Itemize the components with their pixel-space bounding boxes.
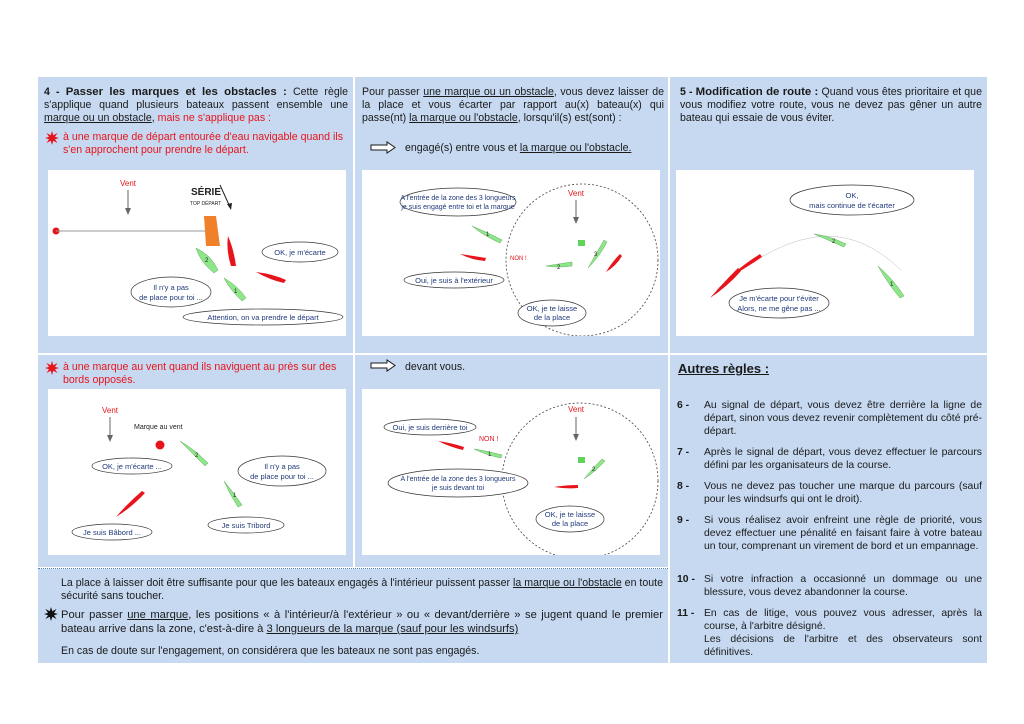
svg-text:1: 1 xyxy=(486,232,490,238)
bottom-p2: Pour passer une marque, les positions « à l'intérieur/à l'extérieur » ou « devant/derrière » se jugent quand le premier bateau arrive dans la zone, c'est-à-dire à 3 longueurs de la marque (sauf pour les windsurfs) xyxy=(61,609,663,635)
section4-intro-text: Cette règle s'applique quand plusieurs bateaux passent ensemble une xyxy=(44,86,348,111)
bubble-laisse-place: OK, je te laisse xyxy=(544,510,596,519)
svg-text:1: 1 xyxy=(488,452,492,458)
boat-red-1 xyxy=(438,441,464,450)
bubble-pas-de-place: Il n'y a pas xyxy=(264,462,300,471)
svg-text:je suis engagé entre toi et la: je suis engagé entre toi et la marque xyxy=(401,204,515,211)
boat-red-2 xyxy=(606,254,622,272)
bottom-dotted-border xyxy=(38,568,668,569)
serie-label: SÉRIE xyxy=(191,187,222,198)
svg-text:de la place: de la place xyxy=(533,313,571,322)
svg-text:je suis devant toi: je suis devant toi xyxy=(431,485,485,492)
rule-8: 8 - Vous ne devez pas toucher une marque du parcours (sauf pour les windsurfs qui ont le droit). xyxy=(677,481,982,505)
bubble-ok-ecarte: OK, je m'écarte xyxy=(274,248,326,257)
middle-intro-text3: , lorsqu'il(s) est(sont) : xyxy=(517,112,622,124)
bubble-ok-continue: OK, xyxy=(845,191,859,200)
svg-text:de place pour toi ...: de place pour toi ... xyxy=(250,472,314,481)
svg-text:2: 2 xyxy=(205,258,209,264)
bottom-p1-link: la marque ou l'obstacle xyxy=(513,577,622,589)
non-label: NON ! xyxy=(510,256,527,262)
bubble-laisse-place: OK, je te laisse xyxy=(526,304,578,313)
section4-title: Passer les marques et les obstacles : xyxy=(65,86,287,98)
section4-intro xyxy=(44,86,348,125)
bubble-derriere: Oui, je suis derrière toi xyxy=(392,423,468,432)
middle-intro-link: une marque ou un obstacle xyxy=(423,86,554,98)
svg-text:1: 1 xyxy=(233,493,237,499)
middle-case1-text: engagé(s) entre vous et xyxy=(405,142,520,154)
bubble-tribord: Je suis Tribord xyxy=(221,521,271,530)
section4-case1: à une marque de départ entourée d'eau navigable quand ils s'en approchent pour prendre le départ. xyxy=(63,131,344,156)
svg-text:2: 2 xyxy=(557,265,561,271)
autres-title: Autres règles : xyxy=(678,361,770,376)
section5-body: Quand vous êtes prioritaire et que vous modifiez votre route, vous ne devez pas gêner un autre bateau qui essaie de vous éviter. xyxy=(680,86,982,124)
bubble-entree-zone: A l'entrée de la zone des 3 longueurs xyxy=(400,476,516,483)
svg-text:mais continue de t'écarter: mais continue de t'écarter xyxy=(809,201,895,210)
svg-text:1: 1 xyxy=(234,289,238,295)
diagram-modification-route xyxy=(676,170,974,336)
arrow-right-icon xyxy=(370,359,396,372)
wind-arrow-icon xyxy=(573,217,579,224)
rule-11: 11 - En cas de litige, vous pouvez vous adresser, après la course, à l'arbitre désigné. Les décisions de l'arbitre et des observateurs sont définitives. xyxy=(677,608,982,658)
boat-green-2 xyxy=(180,441,208,466)
wind-arrow-icon xyxy=(573,434,579,441)
section4-intro-link: marque ou un obstacle xyxy=(44,112,152,124)
boat-red-2 xyxy=(554,485,578,488)
wind-label: Vent xyxy=(568,189,585,198)
wind-arrow-icon xyxy=(125,208,131,215)
section4-intro-red: mais ne s'applique pas : xyxy=(157,112,271,124)
marque-au-vent-label: Marque au vent xyxy=(134,424,183,431)
diagram-start-mark xyxy=(48,170,346,336)
mark-flag-icon xyxy=(578,457,585,463)
rule-7: 7 - Après le signal de départ, vous devez effectuer le parcours défini par les organisateurs de la course. xyxy=(677,447,982,471)
boat-green-3 xyxy=(588,240,607,268)
svg-text:2: 2 xyxy=(195,453,199,459)
section5-text xyxy=(680,86,982,125)
section4-case2: à une marque au vent quand ils naviguent au près sur des bords opposés. xyxy=(63,361,337,386)
mark-flag-icon xyxy=(578,240,585,246)
bottom-p2-link2: 3 longueurs de la marque (sauf pour les windsurfs) xyxy=(266,623,519,635)
rule-10: 10 - Si votre infraction a occasionné un dommage ou une blessure, vous devez abandonner la course. xyxy=(677,574,982,598)
middle-case1 xyxy=(405,142,665,155)
rule-9: 9 - Si vous réalisez avoir enfreint une règle de priorité, vous devez effectuer une pénalité en faisant faire à votre bateau un tour, comprenant un virement de bord et un empannage. xyxy=(677,515,982,552)
boat-red-2 xyxy=(728,254,762,278)
bubble-attention: Attention, on va prendre le départ xyxy=(207,313,319,322)
svg-text:2: 2 xyxy=(832,239,836,245)
bubble-ok-ecarte: OK, je m'écarte ... xyxy=(102,462,162,471)
boat-red-1 xyxy=(227,236,236,266)
svg-text:Il n'y a pas: Il n'y a pas xyxy=(153,283,189,292)
boat-red-3 xyxy=(256,272,286,283)
wind-arrow-icon xyxy=(107,435,113,442)
diagram-devant xyxy=(362,389,660,555)
start-buoy-icon xyxy=(204,216,220,246)
rule-11-extra: Les décisions de l'arbitre et des observateurs sont définitives. xyxy=(704,634,982,658)
middle-intro xyxy=(362,86,664,125)
starburst-icon xyxy=(44,607,58,621)
bottom-p1: La place à laisser doit être suffisante pour que les bateaux engagés à l'intérieur puissent passer la marque ou l'obstacle en toute sécurité sans toucher. xyxy=(61,577,663,602)
diagram-engage xyxy=(362,170,660,336)
arrow-right-icon xyxy=(370,141,396,154)
section5-title: Modification de route : xyxy=(695,86,819,98)
boat-red-1 xyxy=(460,254,486,261)
boat-red-1 xyxy=(116,491,145,517)
rule-6: 6 - Au signal de départ, vous devez être derrière la ligne de départ, sinon vous devez revenir complètement du côté pré-départ. xyxy=(677,400,982,437)
bubble-babord: Je suis Bâbord ... xyxy=(83,528,141,537)
middle-case1-link: la marque ou l'obstacle. xyxy=(519,142,632,154)
middle-case2: devant vous. xyxy=(405,361,466,373)
diagram-windward-mark xyxy=(48,389,346,555)
bubble-je-m-ecarte: Je m'écarte pour t'éviter xyxy=(739,294,819,303)
bubble-entree-zone: A l'entrée de la zone des 3 longueurs xyxy=(400,195,516,202)
starburst-icon xyxy=(45,131,59,145)
bubble-exterieur: Oui, je suis à l'extérieur xyxy=(415,276,493,285)
top-depart-label: TOP DÉPART xyxy=(190,201,222,207)
middle-intro-text2: , vous devez laisser de la place et vous écarter par rapport au(x) bateau(x) qui passe(nt) xyxy=(362,86,664,124)
bottom-p3: En cas de doute sur l'engagement, on considérera que les bateaux ne sont pas engagés. xyxy=(61,645,480,657)
wind-label: Vent xyxy=(102,406,119,415)
middle-intro-link2: la marque ou l'obstacle xyxy=(409,112,518,124)
starburst-icon xyxy=(45,361,59,375)
svg-text:Alors, ne me gêne pas ...: Alors, ne me gêne pas ... xyxy=(737,304,821,313)
svg-text:de place pour toi ...: de place pour toi ... xyxy=(139,293,203,302)
svg-text:2: 2 xyxy=(592,467,596,473)
middle-intro-text: Pour passer xyxy=(362,86,424,98)
section4-number: 4 - xyxy=(44,86,60,98)
section5-number: 5 - xyxy=(680,86,693,98)
svg-text:de la place: de la place xyxy=(551,519,589,528)
bottom-p2-link: une marque xyxy=(127,609,189,621)
non-label: NON ! xyxy=(479,436,499,443)
section4-intro-sep: , xyxy=(151,112,158,124)
windward-mark-icon xyxy=(156,441,165,450)
wind-label: Vent xyxy=(568,405,585,414)
svg-text:1: 1 xyxy=(890,282,894,288)
wind-label: Vent xyxy=(120,179,137,188)
svg-text:3: 3 xyxy=(594,252,598,258)
